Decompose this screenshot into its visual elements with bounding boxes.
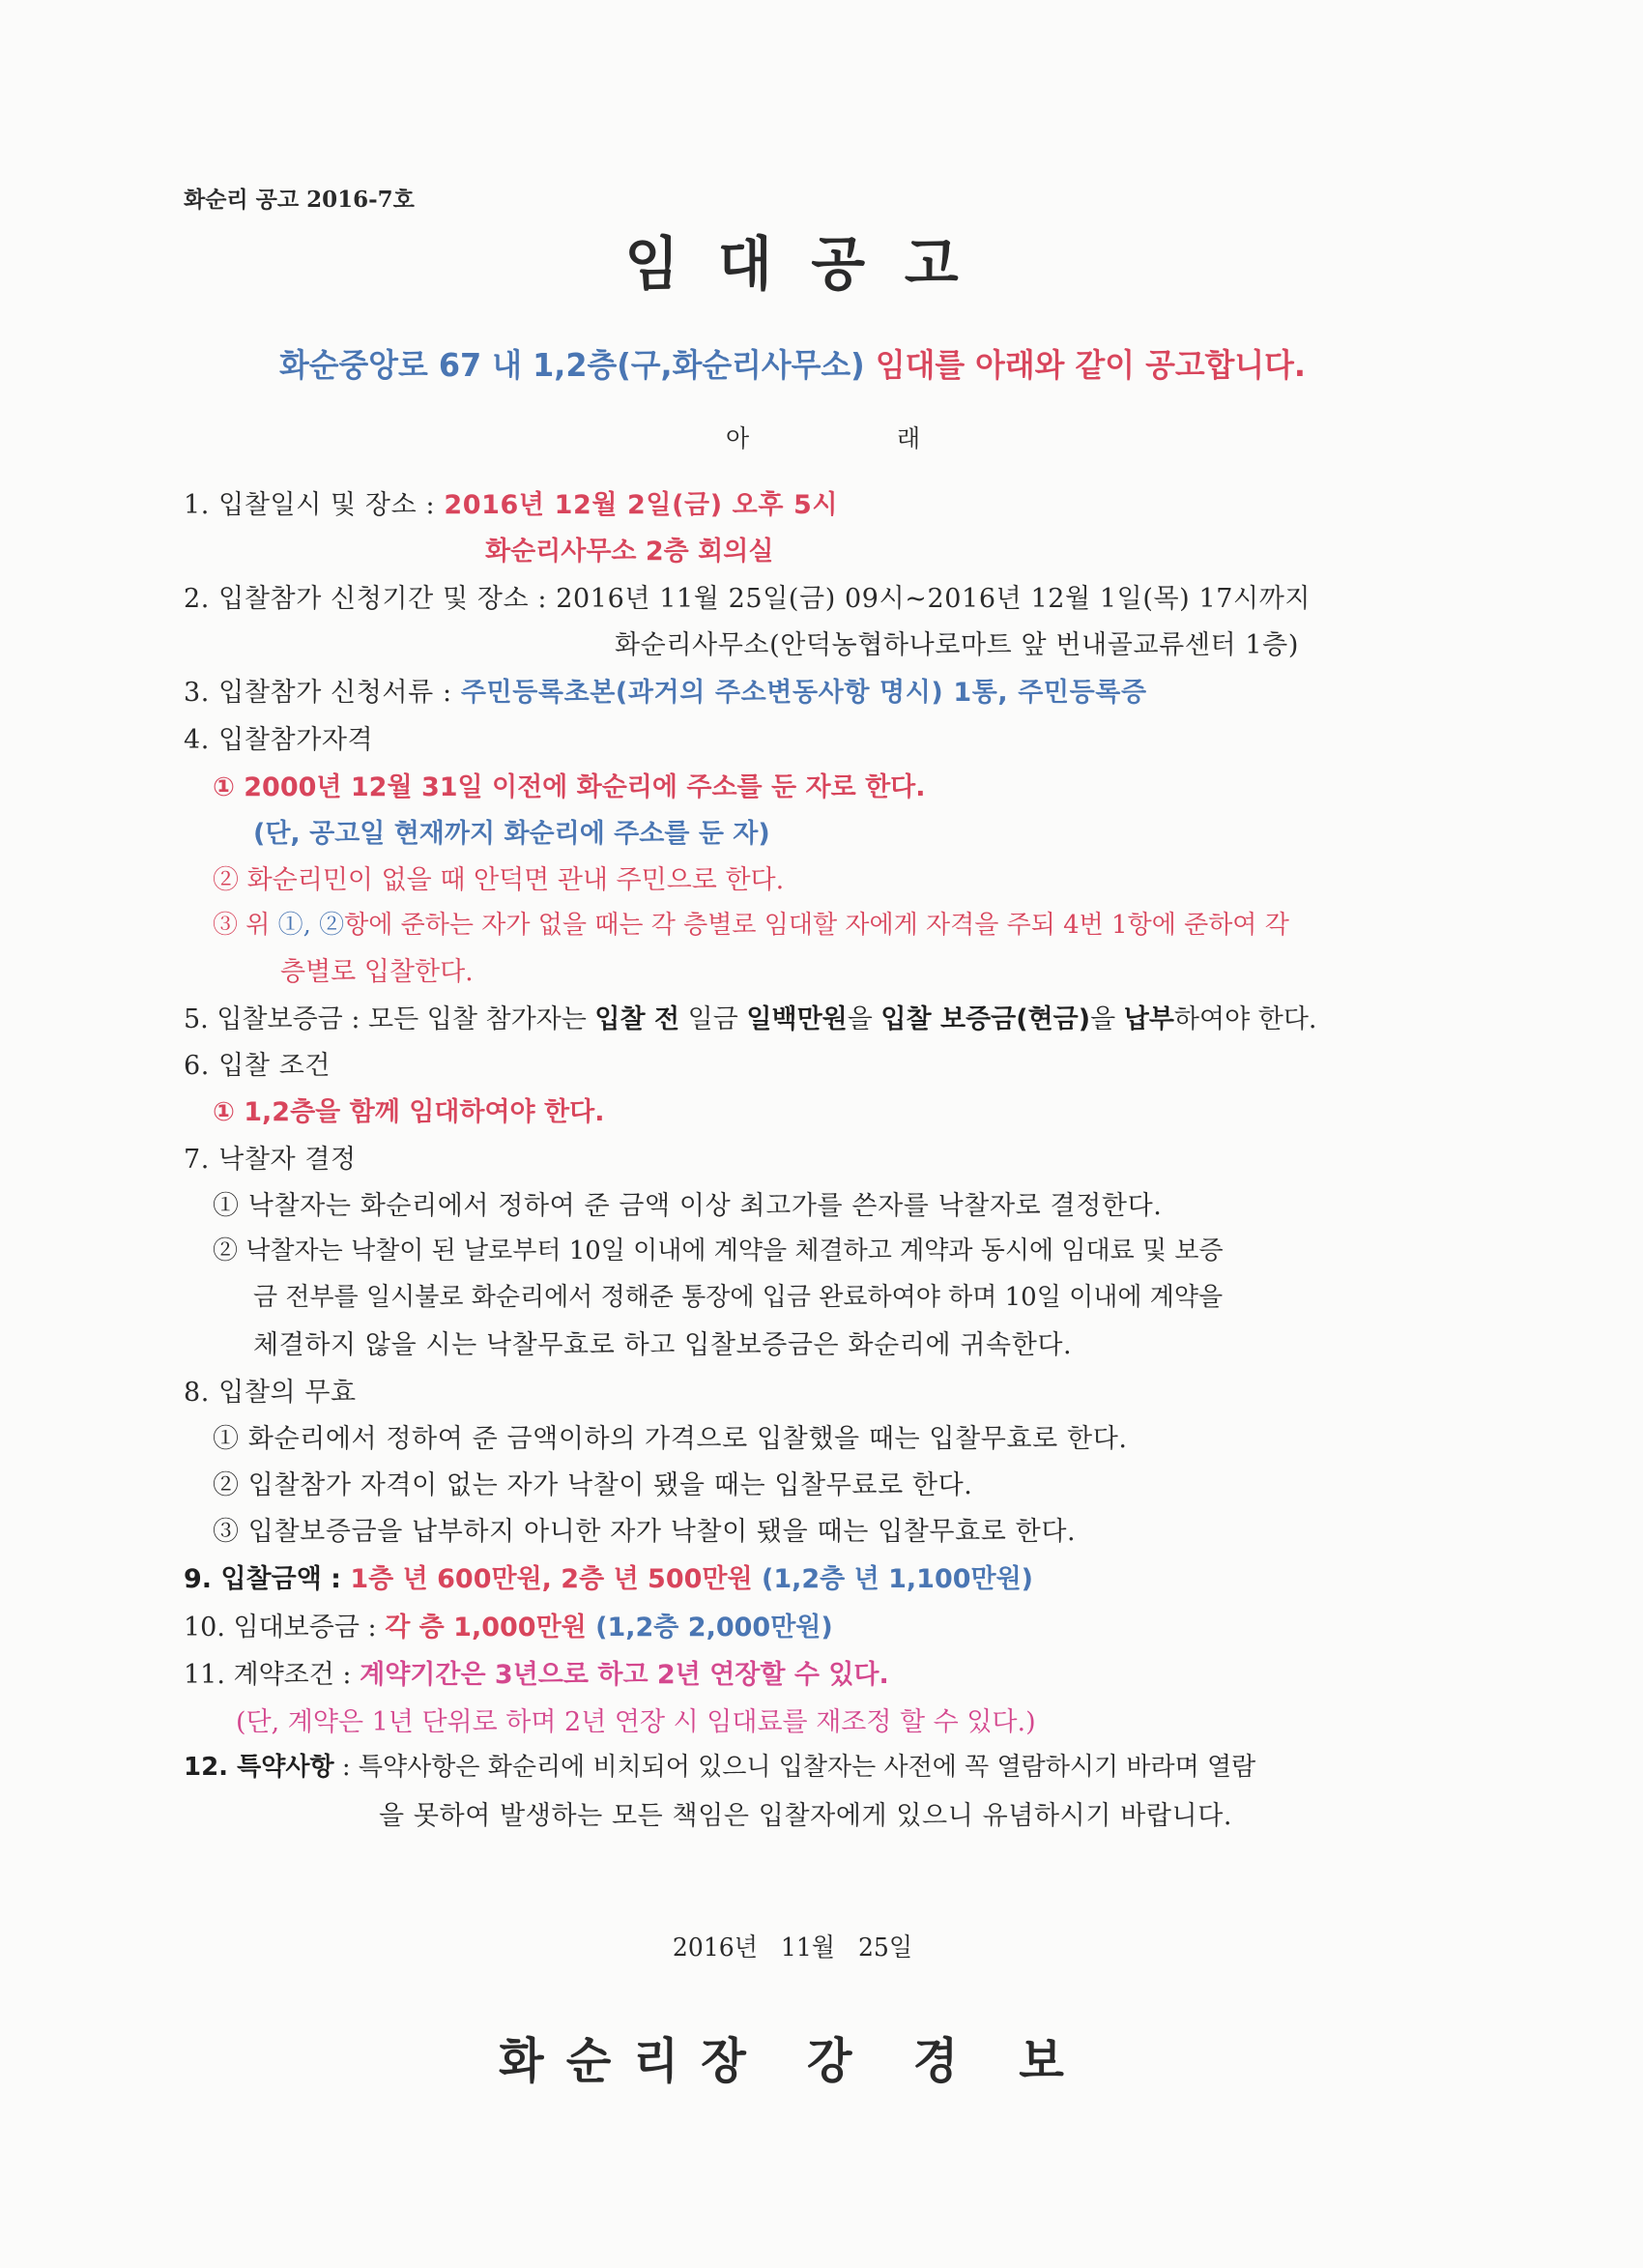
below-heading-1: 아 [726, 424, 750, 452]
item-5-h: 납부 [1123, 1004, 1174, 1034]
signer-name: 화순리장 강 경 보 [498, 2032, 1087, 2089]
item-1-value-2: 화순리사무소 2층 회의실 [485, 537, 774, 567]
item-7-1: ① 낙찰자는 화순리에서 정하여 준 금액 이상 최고가를 쓴자를 낙찰자로 결정한다. [213, 1191, 1163, 1221]
subtitle-part-address: 화순중앙로 67 내 1,2층(구,화순리사무소) [279, 346, 876, 384]
item-1-value: 2016년 12월 2일(금) 오후 5시 [444, 490, 839, 520]
item-5 [184, 998, 1317, 1035]
notice-subtitle [0, 340, 1585, 386]
item-5-c: 일금 [679, 1004, 747, 1034]
item-5-g: 을 [1090, 1004, 1124, 1034]
item-6-1: ① 1,2층을 함께 임대하여야 한다. [213, 1097, 605, 1127]
item-4-1: ① 2000년 12월 31일 이전에 화순리에 주소를 둔 자로 한다. [213, 772, 926, 802]
item-4-3-a: ③ 위 [213, 911, 278, 940]
item-5-i: 하여야 한다. [1173, 1004, 1317, 1034]
item-7-2-line-3: 체결하지 않을 시는 낙찰무효로 하고 입찰보증금은 화순리에 귀속한다. [253, 1330, 1073, 1360]
item-9 [184, 1557, 1033, 1595]
item-12-label: 12. 특약사항 [184, 1753, 334, 1782]
item-7-label: 7. 낙찰자 결정 [184, 1145, 357, 1175]
item-9-value: 1층 년 600만원, 2층 년 500만원 [350, 1564, 762, 1594]
item-3-value: 주민등록초본(과거의 주소변동사항 명시) 1통, 주민등록증 [460, 678, 1147, 708]
item-5-f: 입찰 보증금(현금) [880, 1004, 1091, 1034]
item-11-value: 계약기간은 3년으로 하고 2년 연장할 수 있다. [360, 1660, 889, 1690]
item-5-b: 입찰 전 [594, 1004, 680, 1034]
notice-date: 2016년 11월 25일 [672, 1934, 913, 1963]
item-6-label: 6. 입찰 조건 [184, 1051, 331, 1081]
item-9-value-total: (1,2층 년 1,100만원) [761, 1564, 1034, 1594]
item-9-label: 9. 입찰금액 : [184, 1564, 351, 1594]
item-8-1: ① 화순리에서 정하여 준 금액이하의 가격으로 입찰했을 때는 입찰무효로 한다. [213, 1424, 1128, 1454]
notice-number: 화순리 공고 2016-7호 [184, 187, 415, 213]
item-4-2: ② 화순리민이 없을 때 안덕면 관내 주민으로 한다. [213, 865, 785, 895]
item-4-label: 4. 입찰참가자격 [184, 725, 374, 755]
item-2-value-2: 화순리사무소(안덕농협하나로마트 앞 번내골교류센터 1층) [615, 630, 1299, 660]
item-12-line-2: 을 못하여 발생하는 모든 책임은 입찰자에게 있으니 유념하시기 바랍니다. [379, 1801, 1233, 1831]
item-11 [184, 1653, 889, 1691]
item-3 [184, 671, 1147, 709]
item-4-3-b: ①, ② [277, 911, 345, 940]
below-heading-2: 래 [897, 424, 921, 452]
item-3-label: 3. 입찰참가 신청서류 : [184, 678, 461, 708]
item-8-3: ③ 입찰보증금을 납부하지 아니한 자가 낙찰이 됐을 때는 입찰무효로 한다. [213, 1517, 1077, 1547]
item-8-2: ② 입찰참가 자격이 없는 자가 낙찰이 됐을 때는 입찰무료로 한다. [213, 1470, 973, 1500]
subtitle-part-red: 임대를 아래와 같이 공고합니다. [875, 346, 1306, 384]
item-4-3-c: 항에 준하는 자가 없을 때는 각 층별로 임대할 자에게 자격을 주되 4번 1항에 준하여 각 [344, 911, 1289, 940]
item-5-d: 일백만원 [746, 1004, 848, 1034]
item-1-label: 1. 입찰일시 및 장소 : [184, 490, 445, 520]
item-12 [184, 1747, 1255, 1783]
item-7-2-line-2: 금 전부를 일시불로 화순리에서 정해준 통장에 입금 완료하여야 하며 10일 이내에 계약을 [253, 1283, 1224, 1312]
item-4-1-note: (단, 공고일 현재까지 화순리에 주소를 둔 자) [253, 819, 770, 849]
item-7-2: ② 낙찰자는 낙찰이 된 날로부터 10일 이내에 계약을 체결하고 계약과 동시에 임대료 및 보증 [213, 1236, 1224, 1265]
item-12-text: : 특약사항은 화순리에 비치되어 있으니 입찰자는 사전에 꼭 열람하시기 바라며 열람 [333, 1753, 1256, 1782]
item-8-label: 8. 입찰의 무효 [184, 1378, 357, 1408]
item-11-label: 11. 계약조건 : [184, 1660, 360, 1690]
page-title: 임대공고 [624, 231, 998, 299]
item-1 [184, 483, 838, 521]
item-10-label: 10. 임대보증금 : [184, 1613, 386, 1643]
item-5-e: 을 [847, 1004, 881, 1034]
item-10-value-total: (1,2층 2,000만원) [595, 1613, 833, 1643]
item-10-value: 각 층 1,000만원 [385, 1613, 596, 1643]
item-10 [184, 1606, 833, 1643]
item-4-3 [213, 905, 1289, 941]
item-4-3-cont: 층별로 입찰한다. [280, 957, 474, 987]
item-11-note: (단, 계약은 1년 단위로 하며 2년 연장 시 임대료를 재조정 할 수 있다.) [236, 1707, 1036, 1737]
item-5-a: 5. 입찰보증금 : 모든 입찰 참가자는 [184, 1004, 595, 1034]
item-2: 2. 입찰참가 신청기간 및 장소 : 2016년 11월 25일(금) 09시~2016년 12월 1일(목) 17시까지 [184, 584, 1312, 614]
